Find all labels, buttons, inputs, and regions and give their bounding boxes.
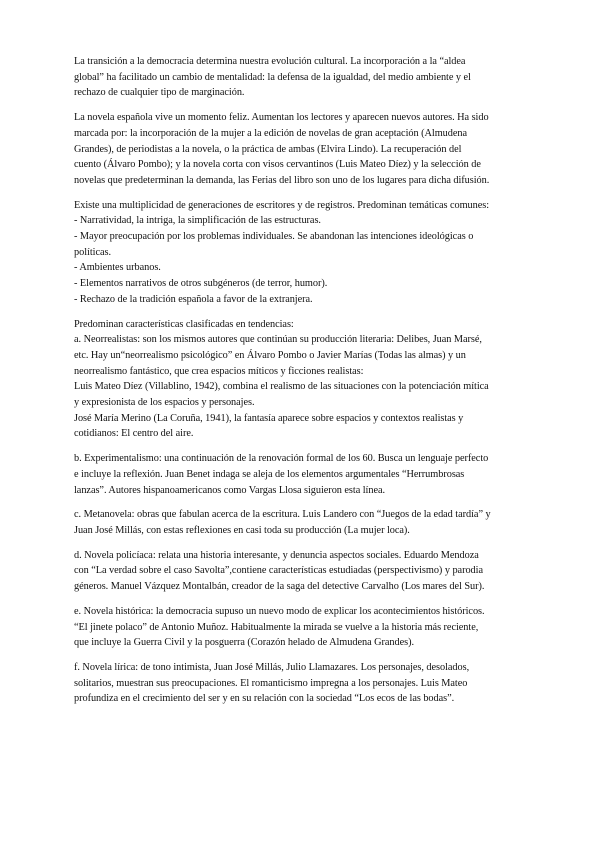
paragraph-experimentalismo (74, 451, 532, 498)
text-line: Grandes), de periodistas a la novela, o la práctica de ambas (Elvira Lindo). La recuperación del (74, 143, 462, 155)
paragraph-tendencias-neorrealistas (74, 317, 532, 443)
document-page (74, 54, 532, 716)
text-line: b. Experimentalismo: una continuación de la renovación formal de los 60. Busca un lenguaje perfecto (74, 453, 489, 465)
list-item: - Rechazo de la tradición española a favor de la extranjera. (74, 293, 313, 305)
text-line: d. Novela policíaca: relata una historia interesante, y denuncia aspectos sociales. Eduardo Mendoza (74, 549, 479, 561)
text-line: y expresionista de los espacios y personajes. (74, 397, 255, 409)
text-line: rechazo de cualquier tipo de marginación. (74, 87, 245, 99)
text-line: e. Novela histórica: la democracia supuso un nuevo modo de explicar los acontecimientos históricos. (74, 605, 485, 617)
text-line: Predominan características clasificadas en tendencias: (74, 318, 294, 330)
text-line: profundiza en el crecimiento del ser y en su relación con la sociedad “Los ecos de las bodas”. (74, 693, 455, 705)
list-item: - Mayor preocupación por los problemas individuales. Se abandonan las intenciones ideológicas o (74, 231, 474, 243)
text-line: La novela española vive un momento feliz. Aumentan los lectores y aparecen nuevos autores. Ha sido (74, 112, 489, 124)
paragraph-novela-policiaca (74, 548, 532, 595)
text-line: neorrealismo fantástico, que crea espacios míticos y ficciones realistas: (74, 365, 364, 377)
text-line: cotidianos: El centro del aire. (74, 428, 194, 440)
text-line: global” ha facilitado un cambio de mentalidad: la defensa de la igualdad, del medio ambiente y el (74, 71, 471, 83)
text-line: políticas. (74, 246, 111, 258)
text-line: novelas que predeterminan la demanda, las Ferias del libro son uno de los lugares para dicha difusión. (74, 174, 490, 186)
list-item: - Narratividad, la intriga, la simplificación de las estructuras. (74, 215, 321, 227)
paragraph-novela-lirica (74, 660, 532, 707)
text-line: géneros. Manuel Vázquez Montalbán, creador de la saga del detective Carvalho (Los mares del Sur). (74, 581, 485, 593)
text-line: solitarios, muestran sus preocupaciones. El romanticismo impregna a los personajes. Luis Mateo (74, 677, 468, 689)
paragraph-metanovela (74, 507, 532, 538)
text-line: lanzas”. Autores hispanoamericanos como Vargas Llosa siguieron esta línea. (74, 484, 386, 496)
text-line: “El jinete polaco” de Antonio Muñoz. Habitualmente la mirada se vuelve a la historia más reciente, (74, 621, 479, 633)
text-line: etc. Hay un“neorrealismo psicológico” en Álvaro Pombo o Javier Marías (Todas las almas) y un (74, 349, 466, 361)
text-line: a. Neorrealistas: son los mismos autores que continúan su producción literaria: Delibes, Juan Marsé, (74, 334, 482, 346)
paragraph-tematicas (74, 198, 532, 308)
text-line: La transición a la democracia determina nuestra evolución cultural. La incorporación a la “aldea (74, 56, 466, 67)
text-line: con “La verdad sobre el caso Savolta”,contiene características estudiadas (perspectivismo) y parodia (74, 565, 483, 577)
text-line: e incluye la reflexión. Juan Benet indaga se aleja de los elementos argumentales “Herrumbrosas (74, 468, 465, 480)
paragraph-intro (74, 54, 532, 101)
paragraph-novela-espanola (74, 110, 532, 189)
text-line: marcada por: la incorporación de la mujer a la edición de novelas de gran aceptación (Almudena (74, 127, 467, 139)
text-line: cuento (Álvaro Pombo); y la novela corta con visos cervantinos (Luis Mateo Díez) y la selección de (74, 159, 481, 171)
list-item: - Elementos narrativos de otros subgéneros (de terror, humor). (74, 278, 328, 290)
text-line: José María Merino (La Coruña, 1941), la fantasía aparece sobre espacios y contextos realistas y (74, 412, 464, 424)
paragraph-novela-historica (74, 604, 532, 651)
text-line: Juan José Millás, con estas reflexiones en casi toda su producción (La mujer loca). (74, 524, 410, 536)
text-line: Luis Mateo Díez (Villablino, 1942), combina el realismo de las situaciones con la potenciación mítica (74, 381, 489, 393)
text-line: f. Novela lírica: de tono intimista, Juan José Millás, Julio Llamazares. Los personajes, desolados, (74, 661, 470, 673)
text-line: c. Metanovela: obras que fabulan acerca de la escritura. Luis Landero con “Juegos de la edad tardía” y (74, 509, 491, 521)
list-item: - Ambientes urbanos. (74, 262, 161, 274)
text-line: Existe una multiplicidad de generaciones de escritores y de registros. Predominan temáticas comunes: (74, 199, 490, 211)
text-line: que incluye la Guerra Civil y la posguerra (Corazón helado de Almudena Grandes). (74, 637, 414, 649)
